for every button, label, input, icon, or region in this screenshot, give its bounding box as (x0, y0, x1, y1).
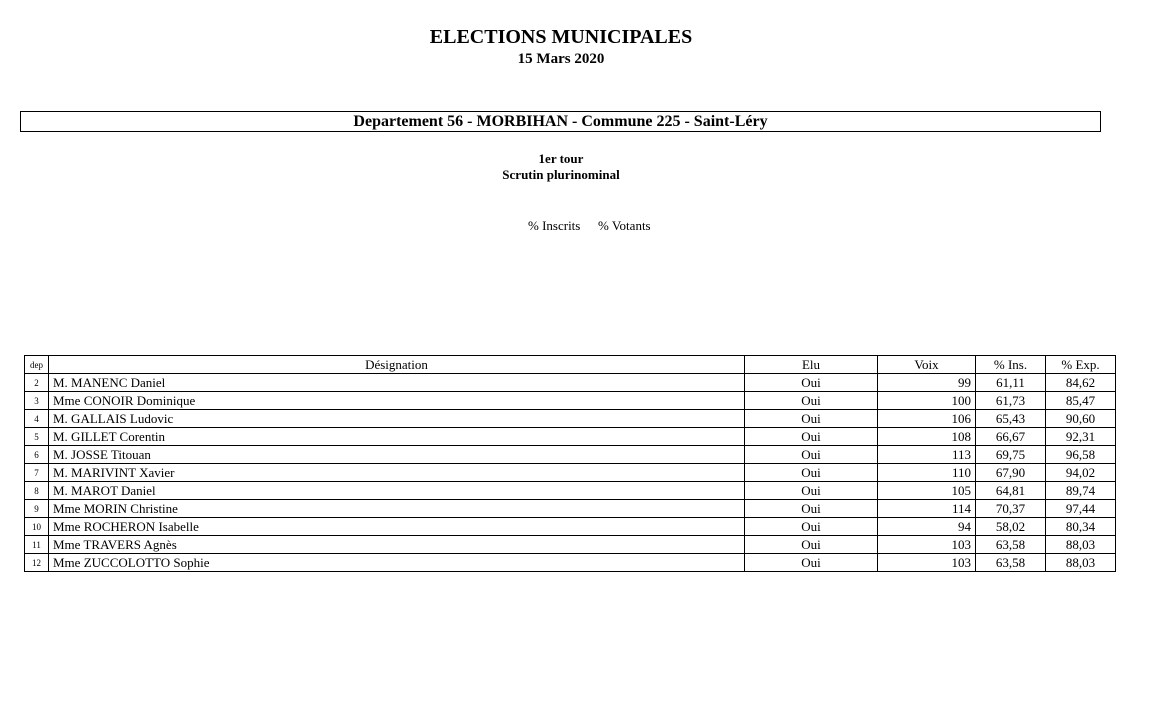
cell-pct-exp: 96,58 (1046, 446, 1116, 464)
cell-voix: 100 (878, 392, 976, 410)
results-table (24, 355, 1116, 572)
cell-elu: Oui (745, 482, 878, 500)
table-row (25, 392, 1116, 410)
cell-dep: 7 (25, 464, 49, 482)
cell-pct-exp: 88,03 (1046, 554, 1116, 572)
cell-dep: 12 (25, 554, 49, 572)
cell-pct-exp: 80,34 (1046, 518, 1116, 536)
col-header-pct-votants: % Votants (598, 218, 651, 233)
cell-pct-ins: 61,73 (976, 392, 1046, 410)
cell-dep: 4 (25, 410, 49, 428)
cell-dep: 10 (25, 518, 49, 536)
cell-elu: Oui (745, 536, 878, 554)
cell-pct-exp: 90,60 (1046, 410, 1116, 428)
cell-voix: 114 (878, 500, 976, 518)
cell-elu: Oui (745, 374, 878, 392)
header-elu: Elu (745, 356, 878, 374)
cell-voix: 103 (878, 554, 976, 572)
cell-voix: 110 (878, 464, 976, 482)
table-row (25, 374, 1116, 392)
table-row (25, 410, 1116, 428)
cell-pct-ins: 64,81 (976, 482, 1046, 500)
cell-pct-exp: 84,62 (1046, 374, 1116, 392)
header-pct-ins: % Ins. (976, 356, 1046, 374)
round-info (0, 151, 1122, 183)
table-row (25, 554, 1116, 572)
cell-pct-ins: 63,58 (976, 536, 1046, 554)
cell-elu: Oui (745, 428, 878, 446)
cell-designation: M. MANENC Daniel (49, 374, 745, 392)
cell-voix: 103 (878, 536, 976, 554)
cell-voix: 106 (878, 410, 976, 428)
cell-designation: M. MAROT Daniel (49, 482, 745, 500)
round-label: 1er tour (538, 151, 584, 166)
table-row (25, 536, 1116, 554)
cell-pct-ins: 65,43 (976, 410, 1046, 428)
cell-pct-ins: 61,11 (976, 374, 1046, 392)
cell-dep: 6 (25, 446, 49, 464)
cell-pct-ins: 66,67 (976, 428, 1046, 446)
table-row (25, 428, 1116, 446)
cell-dep: 8 (25, 482, 49, 500)
commune-header: Departement 56 - MORBIHAN - Commune 225 - Saint-Léry (20, 111, 1101, 132)
cell-voix: 105 (878, 482, 976, 500)
cell-designation: Mme CONOIR Dominique (49, 392, 745, 410)
cell-designation: M. GILLET Corentin (49, 428, 745, 446)
cell-voix: 108 (878, 428, 976, 446)
cell-designation: M. GALLAIS Ludovic (49, 410, 745, 428)
cell-elu: Oui (745, 464, 878, 482)
cell-elu: Oui (745, 446, 878, 464)
cell-pct-ins: 67,90 (976, 464, 1046, 482)
cell-designation: Mme TRAVERS Agnès (49, 536, 745, 554)
cell-pct-exp: 88,03 (1046, 536, 1116, 554)
cell-voix: 99 (878, 374, 976, 392)
cell-pct-ins: 58,02 (976, 518, 1046, 536)
cell-pct-ins: 63,58 (976, 554, 1046, 572)
cell-dep: 9 (25, 500, 49, 518)
cell-pct-exp: 85,47 (1046, 392, 1116, 410)
header-voix: Voix (878, 356, 976, 374)
header-designation: Désignation (49, 356, 745, 374)
table-row (25, 464, 1116, 482)
cell-designation: M. MARIVINT Xavier (49, 464, 745, 482)
table-header-row (25, 356, 1116, 374)
cell-dep: 2 (25, 374, 49, 392)
header-pct-exp: % Exp. (1046, 356, 1116, 374)
cell-dep: 11 (25, 536, 49, 554)
cell-voix: 94 (878, 518, 976, 536)
document-title: ELECTIONS MUNICIPALES (429, 26, 693, 48)
scrutin-type: Scrutin plurinominal (502, 167, 620, 182)
cell-elu: Oui (745, 410, 878, 428)
cell-elu: Oui (745, 392, 878, 410)
cell-pct-exp: 92,31 (1046, 428, 1116, 446)
cell-voix: 113 (878, 446, 976, 464)
cell-designation: Mme ROCHERON Isabelle (49, 518, 745, 536)
table-row (25, 500, 1116, 518)
table-row (25, 446, 1116, 464)
cell-designation: M. JOSSE Titouan (49, 446, 745, 464)
cell-pct-exp: 94,02 (1046, 464, 1116, 482)
table-row (25, 518, 1116, 536)
table-row (25, 482, 1116, 500)
header-dep: dep (25, 356, 49, 374)
cell-pct-ins: 69,75 (976, 446, 1046, 464)
cell-pct-exp: 97,44 (1046, 500, 1116, 518)
cell-elu: Oui (745, 518, 878, 536)
cell-dep: 5 (25, 428, 49, 446)
cell-pct-exp: 89,74 (1046, 482, 1116, 500)
cell-elu: Oui (745, 500, 878, 518)
cell-dep: 3 (25, 392, 49, 410)
election-date: 15 Mars 2020 (517, 51, 605, 67)
cell-elu: Oui (745, 554, 878, 572)
cell-pct-ins: 70,37 (976, 500, 1046, 518)
cell-designation: Mme MORIN Christine (49, 500, 745, 518)
cell-designation: Mme ZUCCOLOTTO Sophie (49, 554, 745, 572)
col-header-pct-inscrits: % Inscrits (528, 218, 581, 233)
